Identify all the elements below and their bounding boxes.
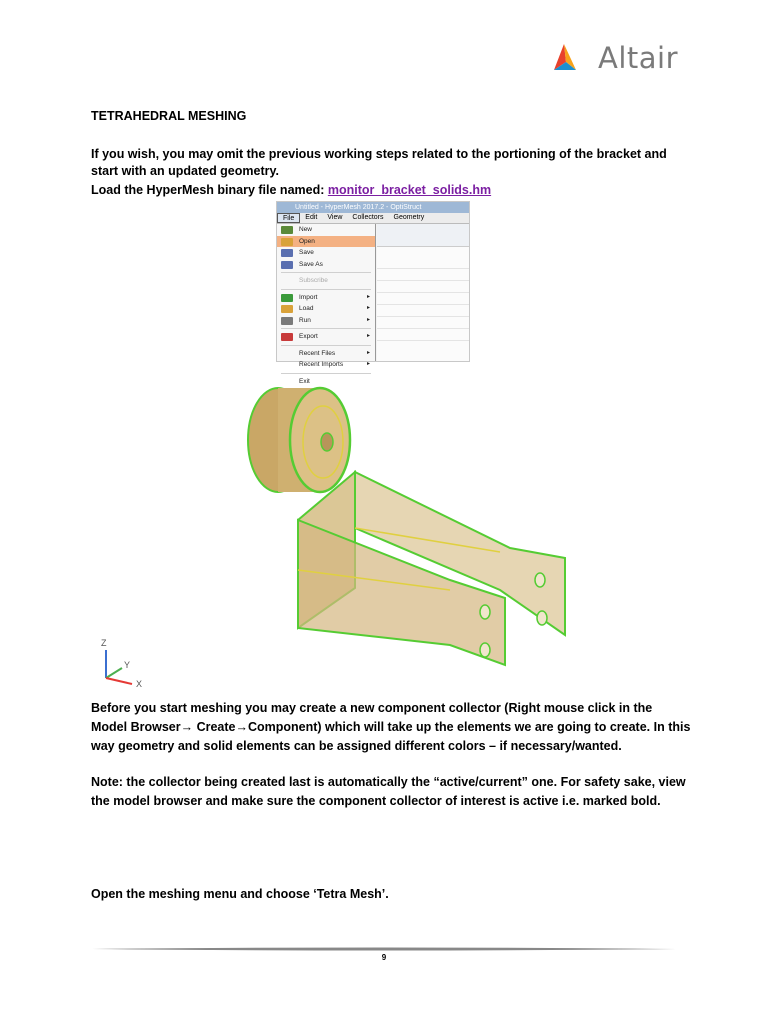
bracket-model [230,377,590,680]
menu-item-label: Save As [299,260,323,268]
hole-2 [537,611,547,625]
menu-separator [281,289,371,290]
file-dropdown [277,224,376,385]
axis-x-label: X [136,679,143,689]
intro-line-2: start with an updated geometry. [91,164,279,178]
note-paragraph: Note: the collector being created last is automatically the “active/current” one. For safety sake, view the model browser and make sure the component collector of interest is active i.e. marked bold. [91,775,686,808]
run-icon [281,317,293,325]
submenu-arrow-icon: ▸ [366,316,370,323]
cylinder-hole [321,433,333,451]
menu-view[interactable]: View [327,214,343,221]
menu-item-label: Recent Imports [299,361,344,368]
page-number: 9 [381,953,387,962]
menu-item-save-as[interactable] [277,259,375,271]
menu-item-label: Export [299,333,318,340]
menu-separator [281,345,371,346]
axis-y-label: Y [124,660,131,670]
open-icon [281,238,293,246]
hole-1 [535,573,545,587]
menu-item-label: Import [299,293,318,301]
menu-item-recent-files[interactable] [277,348,375,360]
intro-line-1: If you wish, you may omit the previous working steps related to the portioning of the bracket and [91,147,667,161]
footer-divider [92,946,676,952]
menu-separator [281,328,371,329]
submenu-arrow-icon: ▸ [366,333,370,339]
hole-3 [480,605,490,619]
file-link[interactable]: monitor_bracket_solids.hm [327,183,492,197]
file-menu-screenshot [276,201,470,385]
menu-collectors[interactable]: Collectors [352,214,384,221]
menu-item-label: Exit [299,377,310,385]
component-collector-paragraph: Before you start meshing you may create a new component collector (Right mouse click in the Model Browser→ Create→Component) which will take up the elements we are going to create. In this way geometry and solid elements can be assigned different colors – if necessary/wanted. [91,701,691,753]
save-icon [281,249,293,257]
new-icon [281,226,293,234]
submenu-arrow-icon: ▸ [366,361,370,367]
save-as-icon [281,261,293,269]
menu-item-new[interactable] [277,224,375,236]
load-icon [281,305,293,313]
window-title: Untitled - HyperMesh 2017.2 - OptiStruct [277,202,469,213]
menu-item-save[interactable] [277,247,375,259]
menu-item-label: Subscribe [299,277,328,284]
load-instruction [91,182,691,199]
menu-item-label: Recent Files [299,349,336,357]
menu-item-export[interactable] [277,331,375,343]
menu-separator [281,272,371,273]
menu-item-label: Load [299,305,314,312]
import-icon [281,294,293,302]
export-icon [281,333,293,341]
menu-item-open[interactable] [277,236,375,248]
section-title: TETRAHEDRAL MESHING [91,109,247,123]
menu-item-import[interactable] [277,292,375,304]
background-toolbar [377,224,469,361]
menu-item-subscribe[interactable] [277,275,375,287]
axis-z-label: Z [101,638,107,648]
submenu-arrow-icon: ▸ [366,293,370,300]
cylinder-face [290,388,350,492]
menu-item-run[interactable] [277,315,375,327]
menu-item-label: Open [299,237,315,245]
menu-item-label: Save [299,249,314,256]
brand-name: Altair [598,41,679,75]
submenu-arrow-icon: ▸ [366,305,370,311]
meshing-menu-instruction: Open the meshing menu and choose ‘Tetra Mesh’. [91,887,389,901]
menu-item-recent-imports[interactable] [277,359,375,371]
menu-geometry[interactable]: Geometry [393,214,425,221]
menu-item-load[interactable] [277,303,375,315]
toolbar-strip [377,224,469,247]
submenu-arrow-icon: ▸ [366,349,370,356]
menu-file[interactable]: File [277,213,300,223]
menu-separator [281,373,371,374]
hole-4 [480,643,490,657]
menu-item-label: Run [299,316,311,324]
load-instruction-text: Load the HyperMesh binary file named: [91,183,328,197]
menu-bar [277,213,469,224]
menu-edit[interactable]: Edit [305,214,318,221]
menu-item-label: New [299,226,313,233]
